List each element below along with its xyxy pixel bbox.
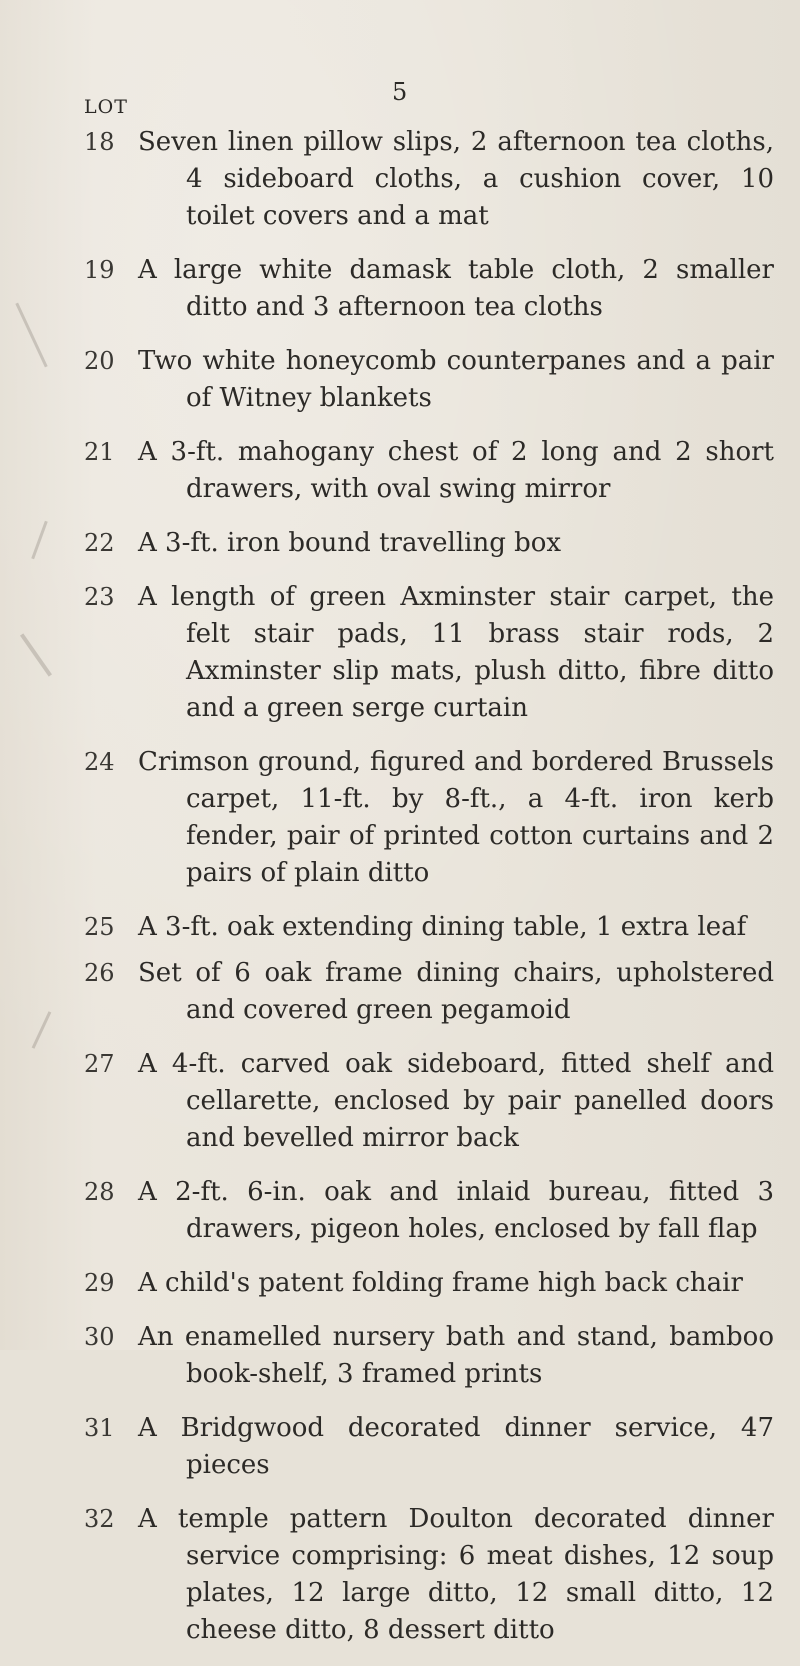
margin-mark (20, 633, 52, 676)
lot-description: Seven linen pillow slips, 2 afternoon tea cloths, 4 sideboard cloths, a cushion cover, 10 toilet covers and a mat (138, 127, 774, 231)
margin-mark (15, 303, 47, 368)
lot-entry-31 (84, 1410, 774, 1484)
lot-description: A 2-ft. 6-in. oak and inlaid bureau, fitted 3 drawers, pigeon holes, enclosed by fall flap (138, 1177, 774, 1244)
lot-description: Crimson ground, figured and bordered Brussels carpet, 11-ft. by 8-ft., a 4-ft. iron kerb fender, pair of printed cotton curtains and 2 pairs of plain ditto (138, 747, 774, 888)
lot-entry-25 (84, 909, 774, 946)
lot-number: 23 (84, 583, 115, 611)
lot-entry-26 (84, 955, 774, 1029)
lot-description: A large white damask table cloth, 2 smaller ditto and 3 afternoon tea cloths (138, 255, 774, 322)
page-number: 5 (392, 78, 408, 106)
lot-description: Two white honeycomb counterpanes and a pair of Witney blankets (138, 346, 774, 413)
lot-entry-29 (84, 1265, 774, 1302)
lot-number: 20 (84, 347, 115, 375)
lot-number: 29 (84, 1269, 115, 1297)
lot-entry-30 (84, 1319, 774, 1393)
lot-number: 32 (84, 1505, 115, 1533)
lot-entry-19 (84, 252, 774, 326)
lot-entry-23 (84, 579, 774, 727)
lot-description: An enamelled nursery bath and stand, bamboo book-shelf, 3 framed prints (138, 1322, 774, 1389)
lot-description: A 3-ft. iron bound travelling box (138, 528, 562, 558)
lot-number: 31 (84, 1414, 115, 1442)
lot-number: 24 (84, 748, 115, 776)
lot-description: A temple pattern Doulton decorated dinner service comprising: 6 meat dishes, 12 soup plates, 12 large ditto, 12 small ditto, 12 cheese ditto, 8 dessert ditto (138, 1504, 774, 1645)
lot-number: 25 (84, 913, 115, 941)
lot-column-header: LOT (84, 96, 128, 118)
lot-description: A 3-ft. oak extending dining table, 1 extra leaf (138, 912, 747, 942)
lot-entry-28 (84, 1174, 774, 1248)
lot-description: A 3-ft. mahogany chest of 2 long and 2 short drawers, with oval swing mirror (138, 437, 774, 504)
lot-number: 22 (84, 529, 115, 557)
lot-entry-24 (84, 744, 774, 892)
margin-mark (31, 521, 47, 560)
lot-number: 27 (84, 1050, 115, 1078)
lot-description: A child's patent folding frame high back chair (138, 1268, 743, 1298)
lot-entry-20 (84, 343, 774, 417)
lot-number: 28 (84, 1178, 115, 1206)
lot-number: 21 (84, 438, 115, 466)
lot-entry-32 (84, 1501, 774, 1649)
lot-number: 18 (84, 128, 115, 156)
lot-description: A 4-ft. carved oak sideboard, fitted shelf and cellarette, enclosed by pair panelled doors and bevelled mirror back (138, 1049, 774, 1153)
lot-description: A length of green Axminster stair carpet, the felt stair pads, 11 brass stair rods, 2 Axminster slip mats, plush ditto, fibre ditto and a green serge curtain (138, 582, 774, 723)
lot-number: 30 (84, 1323, 115, 1351)
lot-entry-18 (84, 124, 774, 235)
lot-entry-27 (84, 1046, 774, 1157)
lot-list (84, 124, 774, 1666)
lot-entry-21 (84, 434, 774, 508)
lot-entry-22 (84, 525, 774, 562)
lot-description: Set of 6 oak frame dining chairs, upholstered and covered green pegamoid (138, 958, 774, 1025)
margin-mark (32, 1011, 52, 1049)
lot-number: 19 (84, 256, 115, 284)
lot-description: A Bridgwood decorated dinner service, 47 pieces (138, 1413, 774, 1480)
lot-number: 26 (84, 959, 115, 987)
